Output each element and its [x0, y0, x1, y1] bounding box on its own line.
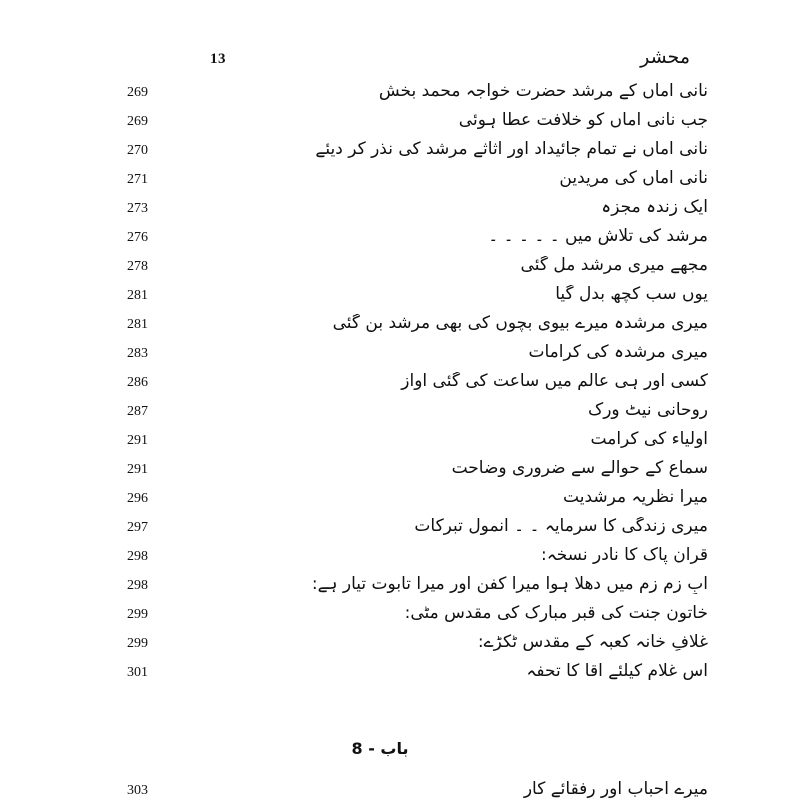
toc-entry-page: 271: [127, 172, 148, 187]
toc-entry-page: 297: [127, 520, 148, 535]
toc-entry-title: نانی اماں کے مرشد حضرت خواجہ محمد بخش: [378, 82, 708, 101]
page-header: [210, 48, 690, 68]
toc-entry-page: 291: [127, 462, 148, 477]
toc-entry-page: 303: [127, 783, 148, 798]
toc-entry-title: اولیاء کی کرامت: [590, 430, 708, 449]
section-spacer: [70, 691, 730, 721]
toc-entry: [70, 633, 730, 653]
toc-entry-title: خاتون جنت کی قبر مبارک کی مقدس مٹی:: [404, 604, 708, 623]
toc-entry-title: آبِ زم زم میں دھلا ہوا میرا کفن اور میرا تابوت تیار ہے:: [311, 575, 708, 594]
toc-entry-page: 299: [127, 636, 148, 651]
toc-entry: [70, 517, 730, 537]
toc-entry-title: میری زندگی کا سرمایہ ۔ ۔ انمول تبرکات: [414, 517, 708, 536]
toc-entry-page: 298: [127, 549, 148, 564]
toc-entry: [70, 604, 730, 624]
toc-entry-page: 298: [127, 578, 148, 593]
toc-entry: [70, 198, 730, 218]
toc-entry: [70, 227, 730, 247]
toc-entry: [70, 372, 730, 392]
toc-entry-title: روحانی نیٹ ورک: [587, 401, 708, 420]
toc-entry-title: نانی اماں کی مریدین: [559, 169, 708, 188]
toc-entry: [70, 662, 730, 682]
toc-entry-page: 286: [127, 375, 148, 390]
toc-entry-title: نانی اماں نے تمام جائیداد اور اثاثے مرشد کی نذر کر دیئے: [315, 140, 708, 159]
toc-entry-title: یوں سب کچھ بدل گیا: [555, 285, 708, 304]
running-title: محشر: [640, 46, 690, 68]
toc-entry: [70, 169, 730, 189]
toc-entry-title: غلافِ خانہ کعبہ کے مقدس ٹکڑے:: [477, 633, 708, 652]
toc-entry-page: 269: [127, 114, 148, 129]
toc-entry-title: ایک زندہ مجزہ: [601, 198, 708, 217]
toc-entry: [70, 256, 730, 276]
toc-entry: [70, 401, 730, 421]
toc-entry-title: مرشد کی تلاش میں ۔ ۔ ۔ ۔ ۔: [488, 227, 708, 246]
toc-entry-title: میری مرشدہ میرے بیوی بچوں کی بھی مرشد بن گئی: [332, 314, 708, 333]
page-number: 13: [210, 51, 226, 67]
toc-entry-title: قرآن پاک کا نادر نسخہ:: [541, 546, 708, 565]
toc-entry: [70, 780, 730, 800]
toc-entry: [70, 111, 730, 131]
toc-entry: [70, 343, 730, 363]
toc-entry-page: 291: [127, 433, 148, 448]
toc-entry-page: 270: [127, 143, 148, 158]
toc-entry-page: 281: [127, 317, 148, 332]
toc-entry: [70, 430, 730, 450]
toc-entry-page: 273: [127, 201, 148, 216]
toc-entry-title: سماع کے حوالے سے ضروری وضاحت: [451, 459, 708, 478]
toc-entry-page: 299: [127, 607, 148, 622]
chapter-heading: باب - 8: [351, 739, 409, 758]
toc-entry-page: 296: [127, 491, 148, 506]
toc-entry-page: 283: [127, 346, 148, 361]
toc-entry: [70, 140, 730, 160]
chapter-table-of-contents: [70, 780, 730, 800]
toc-entry-page: 287: [127, 404, 148, 419]
toc-entry: [70, 285, 730, 305]
toc-entry-page: 301: [127, 665, 148, 680]
toc-entry-page: 278: [127, 259, 148, 274]
toc-entry-title: مجھے میری مرشد مل گئی: [520, 256, 708, 275]
toc-entry-page: 269: [127, 85, 148, 100]
toc-entry-title: میرا نظریہ مرشدیت: [563, 488, 708, 507]
table-of-contents: [70, 82, 730, 682]
toc-entry: [70, 314, 730, 334]
toc-entry-title: کسی اور ہی عالم میں ساعت کی گئی آواز: [401, 372, 708, 391]
toc-entry: [70, 575, 730, 595]
toc-entry: [70, 546, 730, 566]
toc-entry: [70, 488, 730, 508]
toc-entry-page: 276: [127, 230, 148, 245]
toc-entry: [70, 459, 730, 479]
toc-entry-title: میری مرشدہ کی کرامات: [528, 343, 708, 362]
toc-entry-title: اس غلام کیلئے آقا کا تحفہ: [526, 662, 708, 681]
toc-entry-title: جب نانی اماں کو خلافت عطا ہوئی: [458, 111, 708, 130]
toc-entry-title: میرے احباب اور رفقائے کار: [523, 780, 708, 799]
toc-entry: [70, 82, 730, 102]
toc-entry-page: 281: [127, 288, 148, 303]
